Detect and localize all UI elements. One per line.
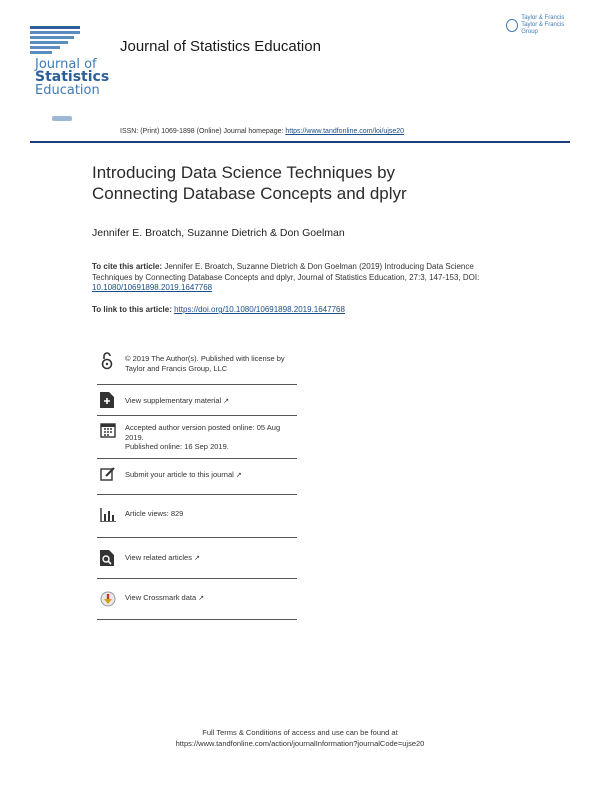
related-search-icon xyxy=(100,550,116,566)
cite-text: Jennifer E. Broatch, Suzanne Dietrich & Don Goelman (2019) Introducing Data Science Techniques by Connecting Database Concepts and dplyr, Journal of Statistics Education, 27:3, 147-153, DOI: xyxy=(92,262,480,282)
edit-icon xyxy=(100,466,116,482)
cite-label: To cite this article: xyxy=(92,262,163,271)
logo-line-1: Journal of xyxy=(35,57,97,72)
external-link-icon: ↗ xyxy=(194,555,200,562)
article-views: Article views: 829 xyxy=(125,509,184,518)
calendar-icon xyxy=(100,422,116,438)
publisher-logo[interactable] xyxy=(506,14,578,36)
accepted-date: Accepted author version posted online: 05 Aug 2019. xyxy=(125,423,281,442)
footer-terms-link[interactable]: https://www.tandfonline.com/action/journalInformation?journalCode=ujse20 xyxy=(175,739,425,748)
footer-line-1: Full Terms & Conditions of access and use can be found at xyxy=(202,728,398,737)
issn-line: ISSN: (Print) 1069-1898 (Online) Journal homepage: https://www.tandfonline.com/loi/ujse20 xyxy=(120,128,405,135)
submit-link[interactable]: Submit your article to this journal ↗ xyxy=(125,470,242,479)
citation-block xyxy=(92,262,512,294)
journal-logo xyxy=(30,26,110,126)
logo-line-3: Education xyxy=(35,83,100,98)
link-label: To link to this article: xyxy=(92,305,175,314)
logo-line-2: Statistics xyxy=(35,69,110,85)
open-access-text: © 2019 The Author(s). Published with license by Taylor and Francis Group, LLC xyxy=(125,354,285,373)
published-date: Published online: 16 Sep 2019. xyxy=(125,442,229,451)
submit-item[interactable] xyxy=(97,459,297,495)
open-access-icon xyxy=(100,352,116,368)
footer xyxy=(0,727,600,749)
supplementary-item[interactable] xyxy=(97,385,297,416)
views-item xyxy=(97,495,297,538)
link-row xyxy=(92,305,345,314)
external-link-icon: ↗ xyxy=(235,472,242,479)
supplementary-link[interactable]: View supplementary material ↗ xyxy=(125,396,230,405)
publisher-group: Taylor & Francis Group xyxy=(521,21,565,35)
publisher-logo-icon xyxy=(506,19,518,32)
external-link-icon: ↗ xyxy=(223,398,230,405)
bar-chart-icon xyxy=(100,508,116,524)
article-authors: Jennifer E. Broatch, Suzanne Dietrich & Don Goelman xyxy=(92,227,345,239)
article-info-list xyxy=(97,346,297,620)
publisher-name: Taylor & Francis xyxy=(521,14,565,21)
crossmark-icon xyxy=(100,591,116,607)
article-title: Introducing Data Science Techniques by Connecting Database Concepts and dplyr xyxy=(92,163,407,203)
journal-homepage-link[interactable]: https://www.tandfonline.com/loi/ujse20 xyxy=(285,128,405,135)
article-link[interactable]: https://doi.org/10.1080/10691898.2019.1647768 xyxy=(174,305,345,314)
external-link-icon: ↗ xyxy=(198,595,205,602)
related-item[interactable] xyxy=(97,538,297,579)
open-access-item xyxy=(97,346,297,385)
journal-title[interactable]: Journal of Statistics Education xyxy=(120,38,321,55)
add-file-icon xyxy=(100,392,116,408)
crossmark-item[interactable] xyxy=(97,579,297,620)
crossmark-link[interactable]: View Crossmark data ↗ xyxy=(125,593,205,602)
publication-dates-item xyxy=(97,416,297,459)
header-divider xyxy=(30,141,570,143)
cite-doi-link[interactable]: 10.1080/10691898.2019.1647768 xyxy=(92,283,213,292)
related-link[interactable]: View related articles ↗ xyxy=(125,553,200,562)
